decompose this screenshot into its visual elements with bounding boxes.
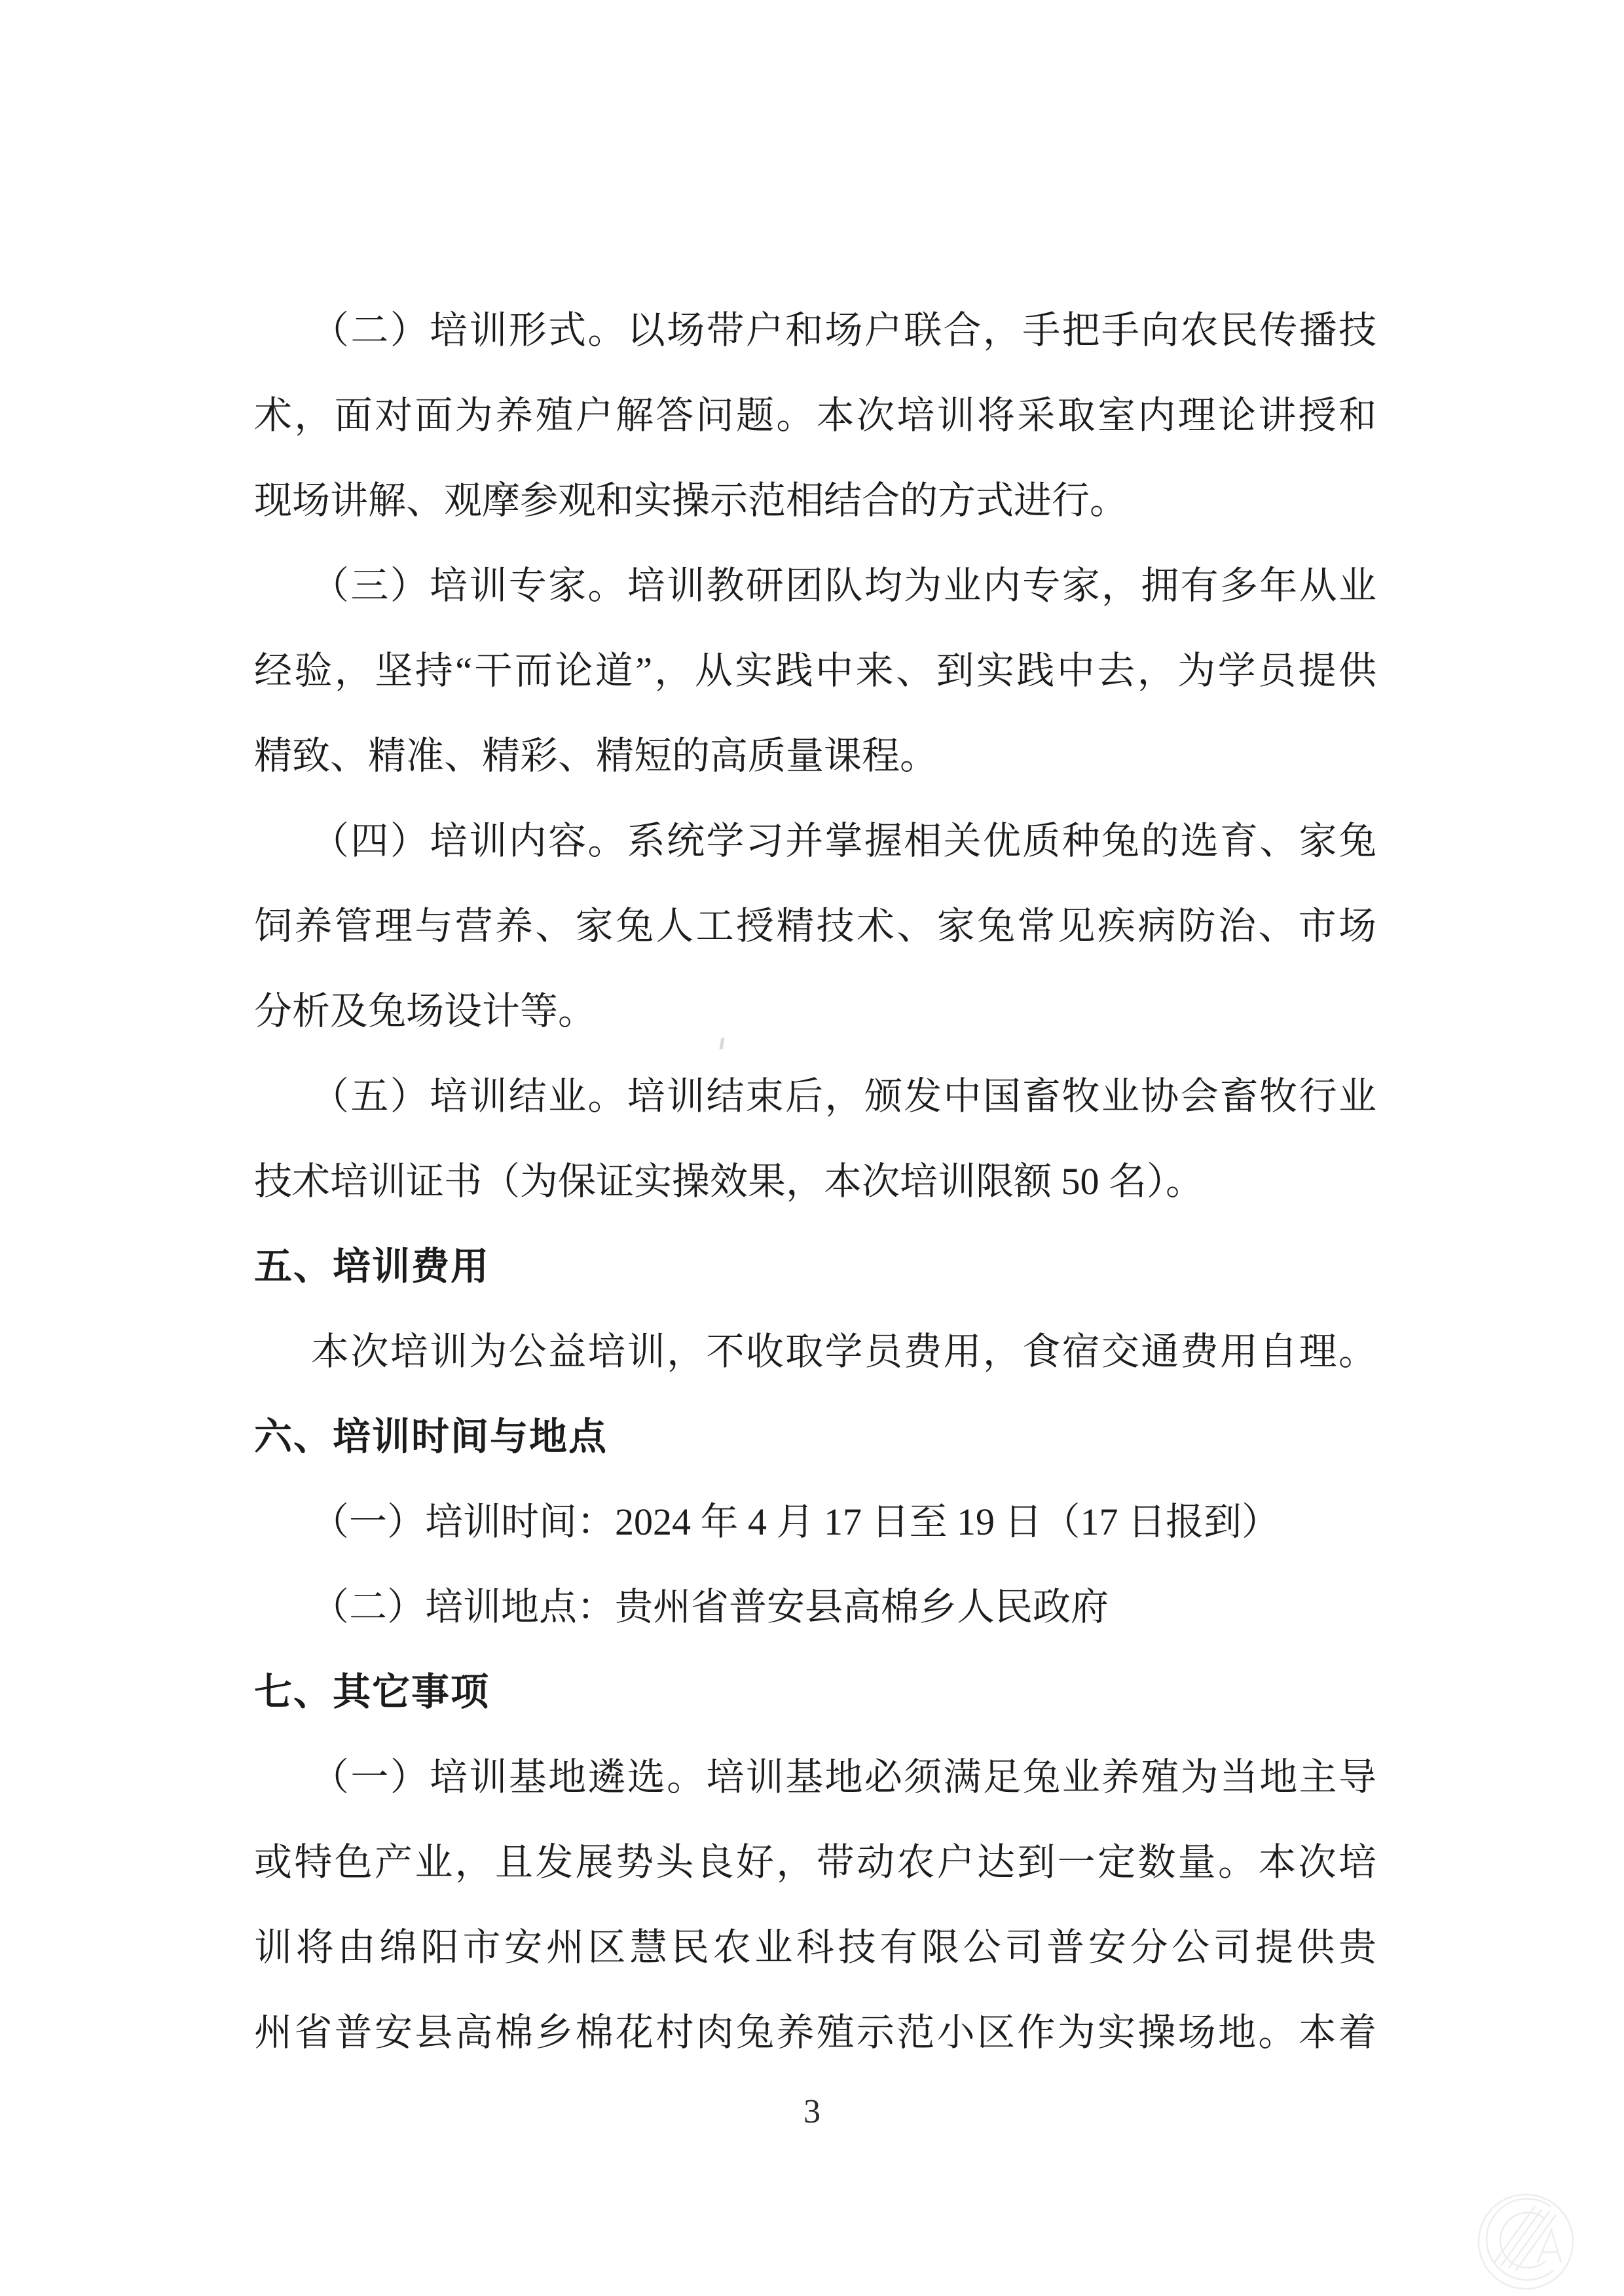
text-line: 训将由绵阳市安州区慧民农业科技有限公司普安分公司提供贵 — [254, 1926, 1376, 1969]
section-heading: 五、培训费用 — [254, 1245, 490, 1288]
text-line: 本次培训为公益培训，不收取学员费用，食宿交通费用自理。 — [311, 1330, 1376, 1373]
text-line: 术，面对面为养殖户解答问题。本次培训将采取室内理论讲授和 — [254, 394, 1376, 437]
text-line: （四）培训内容。系统学习并掌握相关优质种兔的选育、家兔 — [311, 820, 1376, 862]
watermark-outer-ring — [1479, 2195, 1573, 2289]
section-heading: 七、其它事项 — [254, 1671, 490, 1713]
text-block — [254, 288, 1376, 2075]
text-line: 或特色产业，且发展势头良好，带动农户达到一定数量。本次培 — [254, 1841, 1376, 1884]
section-heading: 六、培训时间与地点 — [254, 1415, 608, 1458]
text-line: （一）培训时间：2024 年 4 月 17 日至 19 日（17 日报到） — [311, 1501, 1280, 1543]
text-line: 州省普安县高棉乡棉花村肉兔养殖示范小区作为实操场地。本着 — [254, 2011, 1376, 2054]
text-line: 技术培训证书（为保证实操效果，本次培训限额 50 名）。 — [254, 1160, 1204, 1203]
text-line: （二）培训地点：贵州省普安县高棉乡人民政府 — [311, 1586, 1109, 1628]
association-logo-watermark — [1475, 2189, 1579, 2294]
text-line: （五）培训结业。培训结束后，颁发中国畜牧业协会畜牧行业 — [311, 1075, 1376, 1118]
text-line: 精致、精准、精彩、精短的高质量课程。 — [254, 735, 938, 777]
text-line: （二）培训形式。以场带户和场户联合，手把手向农民传播技 — [311, 309, 1376, 352]
text-line: （三）培训专家。培训教研团队均为业内专家，拥有多年从业 — [311, 564, 1376, 607]
text-line: 饲养管理与营养、家兔人工授精技术、家兔常见疾病防治、市场 — [254, 905, 1376, 947]
text-line: 经验，坚持“干而论道”，从实践中来、到实践中去，为学员提供 — [254, 649, 1376, 692]
text-line: （一）培训基地遴选。培训基地必须满足兔业养殖为当地主导 — [311, 1756, 1376, 1798]
page-number: 3 — [803, 2093, 821, 2130]
text-line: 现场讲解、观摩参观和实操示范相结合的方式进行。 — [254, 479, 1128, 522]
text-line: 分析及兔场设计等。 — [254, 990, 597, 1032]
